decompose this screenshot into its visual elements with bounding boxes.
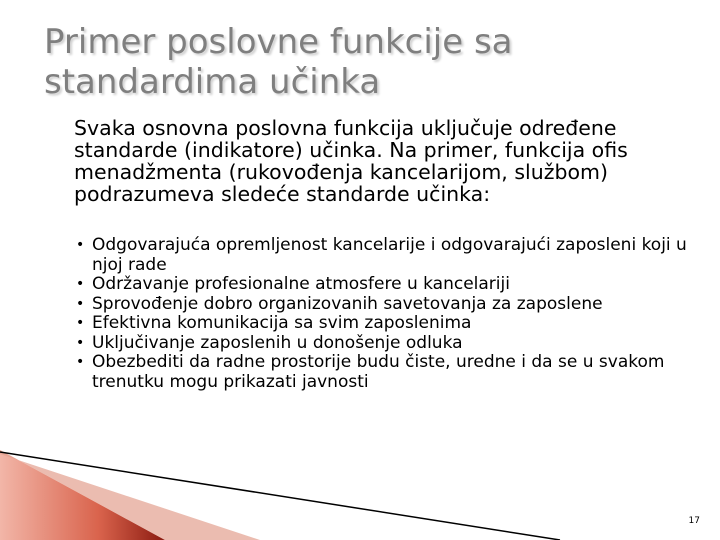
bullet-text: Odgovarajuća opremljenost kancelarije i odgovarajući zaposleni koji u njoj rade	[92, 235, 687, 275]
bullet-text: Uključivanje zaposlenih u donošenje odluka	[92, 332, 463, 353]
bullet-icon: •	[76, 354, 85, 370]
slide-title: Primer poslovne funkcije sa standardima učinka	[44, 22, 513, 102]
decorative-wedge	[0, 450, 720, 540]
bullet-text: Održavanje profesionalne atmosfere u kancelariji	[92, 274, 510, 294]
bullet-item	[74, 334, 694, 354]
bullet-item	[74, 275, 694, 295]
intro-paragraph: Svaka osnovna poslovna funkcija uključuje određene standarde (indikatore) učinka. Na primer, funkcija ofis menadžmenta (rukovođenja kancelarijom, službom) podrazumeva sledeće standarde učinka:	[74, 116, 628, 206]
bullet-icon: •	[76, 295, 85, 312]
bullet-item	[74, 236, 694, 275]
bullet-icon: •	[76, 334, 85, 351]
bullet-icon: •	[76, 237, 85, 253]
bullet-text: Obezbediti da radne prostorije budu čiste, uredne i da se u svakom trenutku mogu prikazati javnosti	[92, 352, 665, 392]
bullet-icon: •	[76, 276, 85, 292]
bullet-text: Sprovođenje dobro organizovanih savetovanja za zaposlene	[92, 293, 603, 314]
bullet-item	[74, 295, 694, 315]
bullet-item	[74, 353, 694, 392]
bullet-item	[74, 314, 694, 334]
bullet-list	[74, 236, 694, 392]
bullet-icon: •	[76, 315, 85, 331]
bullet-text: Efektivna komunikacija sa svim zaposlenima	[92, 313, 472, 333]
page-number: 17	[688, 516, 700, 526]
